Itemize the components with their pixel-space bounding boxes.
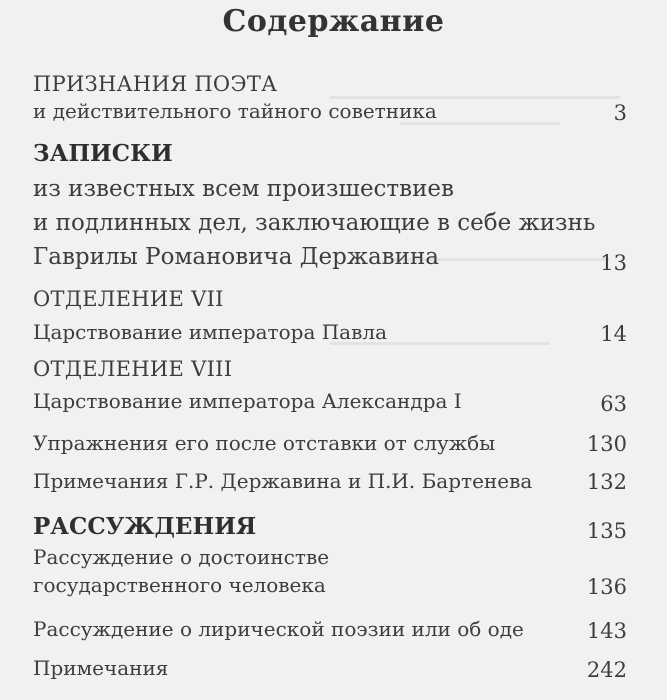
- toc-entry-title: государственного человека: [33, 573, 326, 597]
- toc-page-number: 143: [586, 619, 627, 643]
- toc-page-number: 14: [600, 322, 627, 346]
- toc-entry-title: Рассуждение о лирической поэзии или об оде: [33, 617, 524, 641]
- toc-entry-subtitle: Царствование императора Александра I: [33, 389, 462, 413]
- toc-entry-subtitle: и действительного тайного советника: [33, 99, 437, 123]
- toc-entry-title: Примечания Г.Р. Державина и П.И. Бартенева: [33, 469, 533, 493]
- toc-page-number: 132: [586, 470, 627, 494]
- toc-entry-heading: ОТДЕЛЕНИЕ VII: [33, 287, 224, 311]
- toc-entry-heading: ОТДЕЛЕНИЕ VIII: [33, 357, 233, 381]
- toc-entry-subtitle: Гаврилы Романовича Державина: [33, 244, 440, 270]
- toc-entry-subtitle: из известных всем произшествиев: [33, 176, 454, 202]
- page-title: Содержание: [222, 4, 445, 39]
- toc-entry-heading: ЗАПИСКИ: [33, 140, 173, 167]
- toc-entry-title: Упражнения его после отставки от службы: [33, 431, 496, 455]
- toc-entry-subtitle: Царствование императора Павла: [33, 320, 387, 344]
- toc-entry-heading: ПРИЗНАНИЯ ПОЭТА: [33, 72, 278, 96]
- toc-page-number: 63: [600, 392, 627, 416]
- toc-page-number: 136: [586, 575, 627, 599]
- toc-entry-title: Примечания: [33, 656, 169, 680]
- toc-entry-subtitle: и подлинных дел, заключающие в себе жизнь: [33, 210, 596, 236]
- toc-page-number: 242: [586, 658, 627, 682]
- toc-page-number: 13: [600, 251, 627, 275]
- toc-entry-title: Рассуждение о достоинстве: [33, 545, 330, 569]
- toc-page-number: 135: [586, 519, 627, 543]
- toc-page-number: 130: [586, 432, 627, 456]
- toc-entry-heading: РАССУЖДЕНИЯ: [33, 513, 257, 540]
- toc-page-number: 3: [613, 101, 627, 125]
